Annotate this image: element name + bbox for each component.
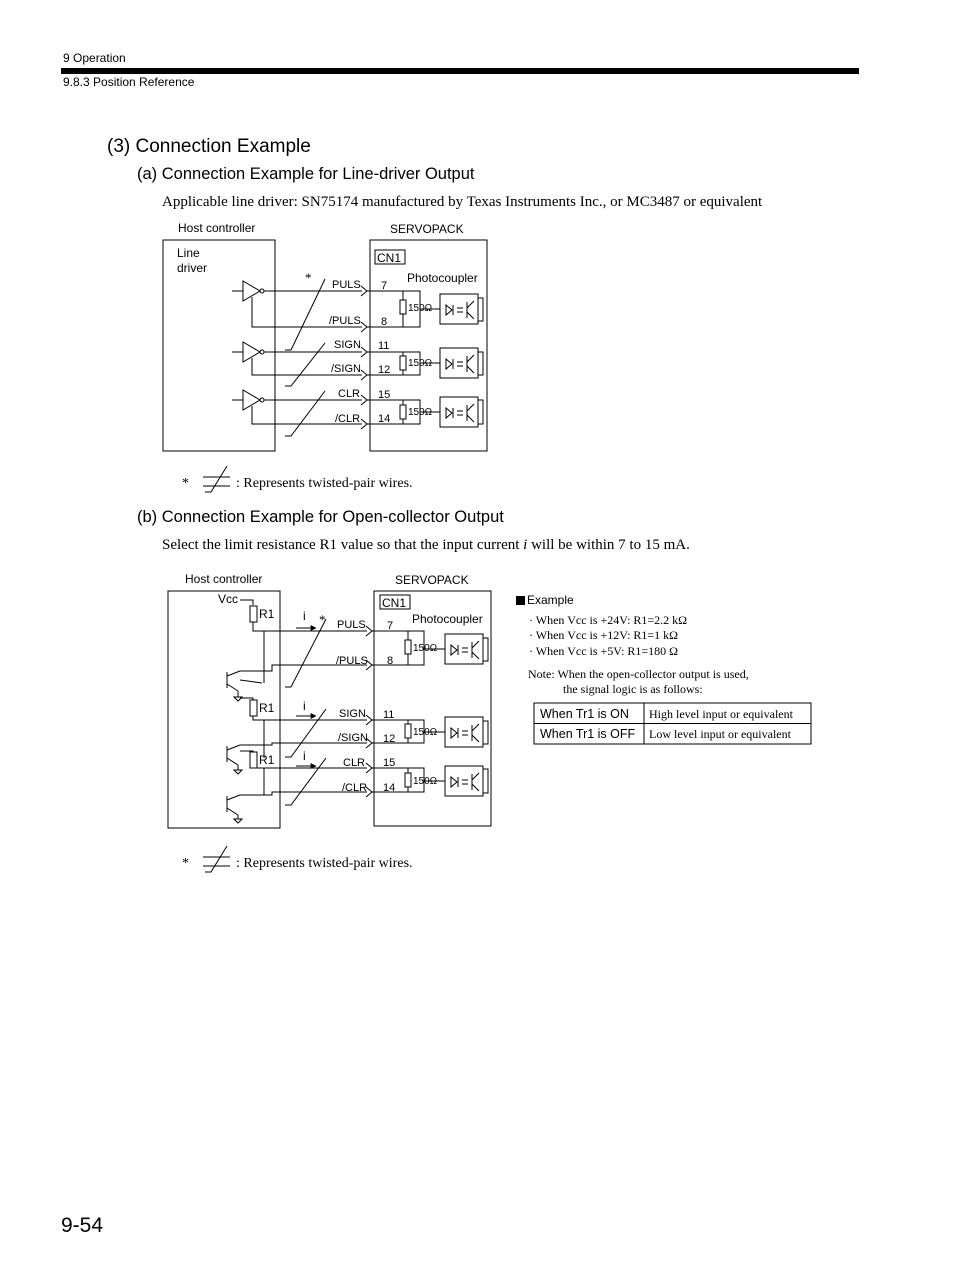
photocoupler-label: Photocoupler <box>407 271 478 285</box>
channel-sign <box>232 339 483 386</box>
host-controller-label: Host controller <box>178 221 256 235</box>
resistor-r1-icon <box>250 606 257 622</box>
twist-mark-icon <box>285 758 326 805</box>
signal-label-puls: PULS <box>337 619 366 631</box>
resistor-icon <box>405 724 411 738</box>
photocoupler-label: Photocoupler <box>412 612 483 626</box>
resistor-value: 150Ω <box>413 727 438 738</box>
pin-8: 8 <box>387 655 394 667</box>
pin-11: 11 <box>378 340 390 352</box>
resistor-value: 150Ω <box>413 643 438 654</box>
pin-14: 14 <box>383 782 396 794</box>
footnote-text: : Represents twisted-pair wires. <box>236 476 413 491</box>
heading-line-driver: (a) Connection Example for Line-driver Output <box>137 165 475 183</box>
note-line-1: Note: When the open-collector output is used, <box>528 667 749 681</box>
twisted-pair-icon <box>205 466 227 492</box>
transistor-icon <box>227 745 240 765</box>
r1-label: R1 <box>259 607 275 621</box>
pin-7: 7 <box>381 280 388 292</box>
pin-7: 7 <box>387 620 394 632</box>
example-block <box>516 593 749 696</box>
example-item-24v: · When Vcc is +24V: R1=2.2 kΩ <box>529 613 688 627</box>
signal-label-puls-neg: /PULS <box>336 655 368 667</box>
current-label: i <box>303 699 306 713</box>
pin-12: 12 <box>378 364 391 376</box>
ground-icon <box>234 815 242 823</box>
vcc-label: Vcc <box>218 592 239 606</box>
servopack-label: SERVOPACK <box>390 222 464 236</box>
pin-14: 14 <box>378 413 391 425</box>
servopack-label: SERVOPACK <box>395 573 469 587</box>
footnote-a <box>182 466 413 492</box>
heading-open-collector: (b) Connection Example for Open-collector Output <box>137 508 504 526</box>
pin-15: 15 <box>383 757 396 769</box>
resistor-icon <box>405 773 411 787</box>
signal-label-clr: CLR <box>343 757 366 769</box>
twist-mark-icon <box>285 391 325 436</box>
intro-line-driver: Applicable line driver: SN75174 manufactured by Texas Instruments Inc., or MC3487 or equivalent <box>162 194 763 210</box>
line-driver-label-2: driver <box>177 261 208 275</box>
vcc-rail <box>240 600 253 605</box>
channel-clr <box>232 388 483 436</box>
r1-label: R1 <box>259 701 275 715</box>
header-section: 9.8.3 Position Reference <box>63 75 195 89</box>
twist-star: * <box>305 270 312 285</box>
intro-open-collector: Select the limit resistance R1 value so that the input current i will be within 7 to 15 mA. <box>162 537 690 553</box>
pin-12: 12 <box>383 733 396 745</box>
transistor-icon <box>227 671 240 691</box>
resistor-icon <box>400 300 406 314</box>
note-line-2: the signal logic is as follows: <box>563 682 703 696</box>
signal-label-sign: SIGN <box>339 708 366 720</box>
transistor-icon <box>227 795 240 815</box>
example-item-5v: · When Vcc is +5V: R1=180 Ω <box>529 644 679 658</box>
table-cell-on-label: When Tr1 is ON <box>540 707 629 721</box>
resistor-icon <box>405 640 411 654</box>
example-title: Example <box>527 593 574 607</box>
footnote-text: : Represents twisted-pair wires. <box>236 856 413 871</box>
twist-mark-icon <box>285 279 325 350</box>
pin-11: 11 <box>383 709 395 721</box>
resistor-r1-icon <box>250 752 257 768</box>
signal-label-clr: CLR <box>338 388 361 400</box>
r1-label: R1 <box>259 753 275 767</box>
signal-label-puls: PULS <box>332 279 361 291</box>
signal-label-sign-neg: /SIGN <box>338 732 368 744</box>
twisted-pair-icon <box>205 846 227 872</box>
resistor-value: 150Ω <box>408 303 433 314</box>
resistor-icon <box>400 405 406 419</box>
current-label: i <box>303 749 306 763</box>
pin-8: 8 <box>381 316 388 328</box>
twist-star: * <box>319 612 326 627</box>
cn1-label: CN1 <box>382 596 407 610</box>
footnote-star: * <box>182 476 189 491</box>
signal-label-clr-neg: /CLR <box>342 782 368 794</box>
pin-15: 15 <box>378 389 391 401</box>
header-chapter: 9 Operation <box>63 51 126 65</box>
resistor-r1-icon <box>250 700 257 716</box>
section-title: (3) Connection Example <box>107 136 311 157</box>
table-cell-off-label: When Tr1 is OFF <box>540 727 636 741</box>
logic-table <box>534 703 811 744</box>
signal-label-sign-neg: /SIGN <box>331 363 361 375</box>
ground-icon <box>234 765 242 774</box>
resistor-value: 150Ω <box>408 358 433 369</box>
host-controller-label: Host controller <box>185 572 263 586</box>
channel-clr <box>227 749 488 823</box>
signal-label-sign: SIGN <box>334 339 361 351</box>
example-item-12v: · When Vcc is +12V: R1=1 kΩ <box>529 628 679 642</box>
twist-mark-icon <box>285 619 326 687</box>
page-number: 9-54 <box>61 1214 104 1237</box>
footnote-b <box>182 846 413 872</box>
resistor-value: 150Ω <box>413 776 438 787</box>
square-bullet-icon <box>516 596 525 605</box>
footnote-star: * <box>182 856 189 871</box>
line-driver-label-1: Line <box>177 246 200 260</box>
cn1-label: CN1 <box>377 251 402 265</box>
table-cell-off-value: Low level input or equivalent <box>649 727 791 741</box>
signal-label-puls-neg: /PULS <box>329 315 361 327</box>
table-cell-on-value: High level input or equivalent <box>649 707 793 721</box>
resistor-value: 150Ω <box>408 407 433 418</box>
ground-icon <box>234 691 242 701</box>
resistor-icon <box>400 356 406 370</box>
signal-label-clr-neg: /CLR <box>335 413 361 425</box>
current-label: i <box>303 609 306 623</box>
